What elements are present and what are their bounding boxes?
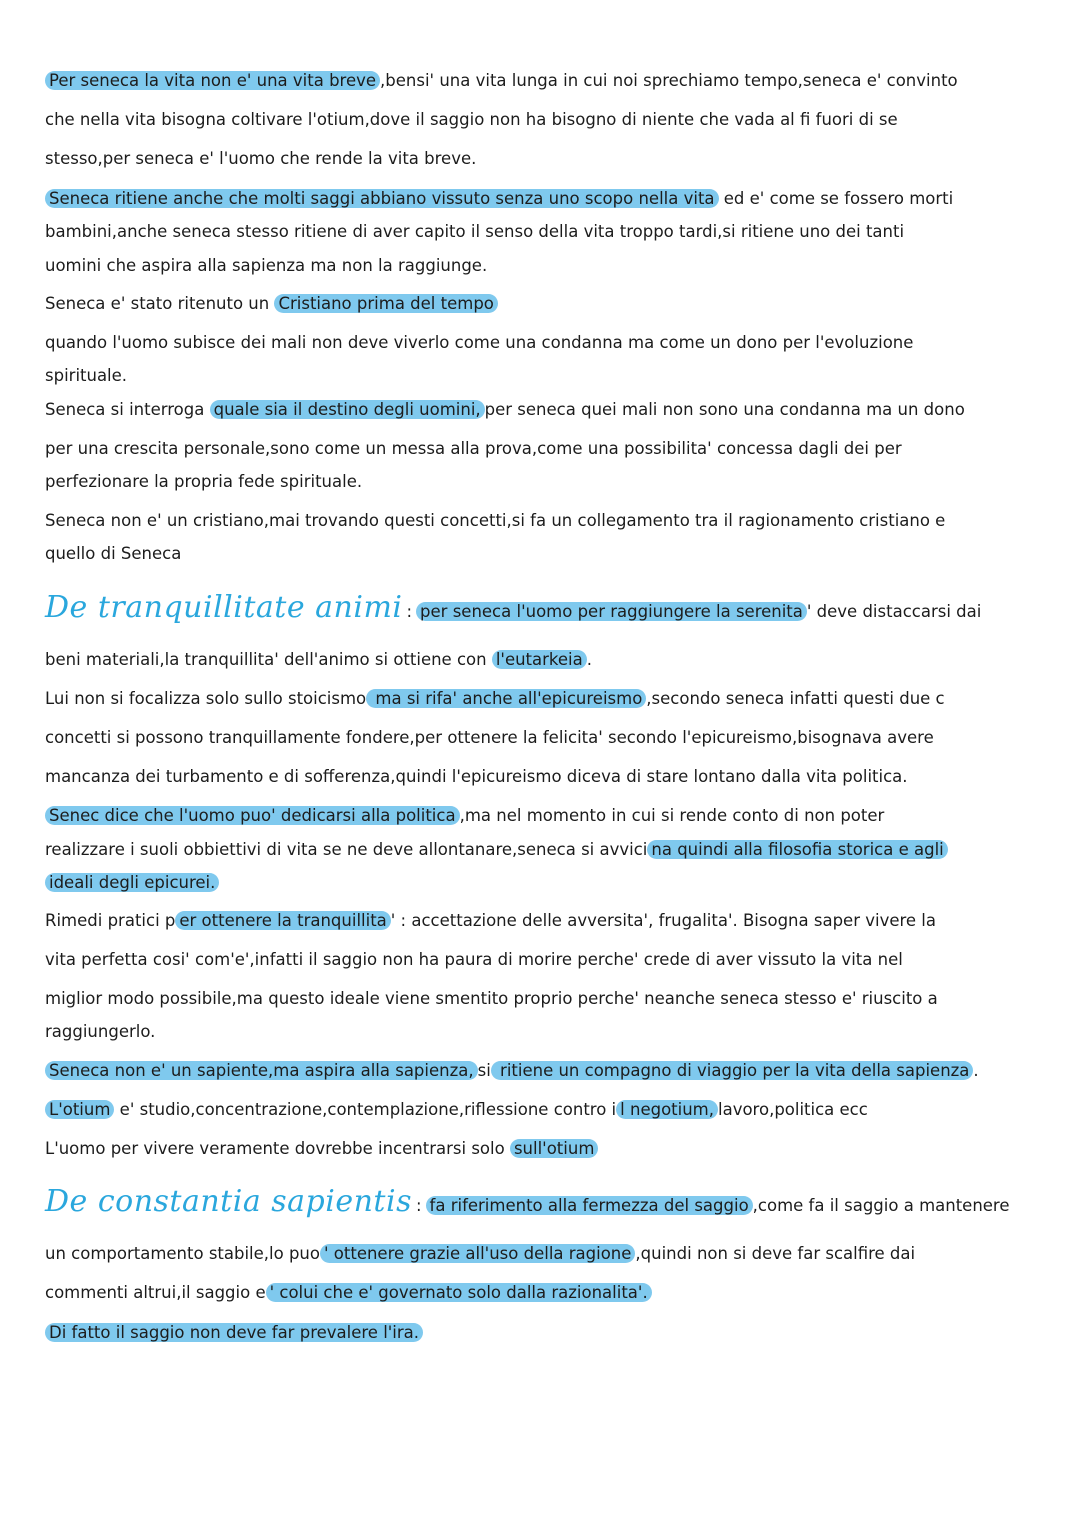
section-title: De tranquillitate animi bbox=[45, 590, 403, 625]
highlight: per seneca l'uomo per raggiungere la serenita bbox=[416, 602, 807, 621]
text-line bbox=[45, 870, 219, 896]
highlight: Di fatto il saggio non deve far prevalere l'ira. bbox=[45, 1323, 423, 1342]
highlight: Seneca ritiene anche che molti saggi abbiano vissuto senza uno scopo nella vita bbox=[45, 189, 719, 208]
text-line: concetti si possono tranquillamente fondere,per ottenere la felicita' secondo l'epicureismo,bisognava avere bbox=[45, 728, 934, 747]
text-line: perfezionare la propria fede spirituale. bbox=[45, 472, 363, 491]
highlight: ritiene un compagno di viaggio per la vita della sapienza bbox=[491, 1061, 974, 1080]
text-line: L'uomo per vivere veramente dovrebbe incentrarsi solo sull'otium bbox=[45, 1136, 598, 1162]
text-line: miglior modo possibile,ma questo ideale viene smentito proprio perche' neanche seneca stesso e' riuscito a bbox=[45, 989, 938, 1008]
highlight: ideali degli epicurei. bbox=[45, 873, 219, 892]
text-line: beni materiali,la tranquillita' dell'animo si ottiene con l'eutarkeia . bbox=[45, 650, 592, 669]
highlight: na quindi alla filosofia storica e agli bbox=[647, 840, 947, 859]
text-line: Seneca non e' un sapiente,ma aspira alla sapienza, si ritiene un compagno di viaggio per la vita della sapienza . bbox=[45, 1058, 979, 1084]
text-line: mancanza dei turbamento e di sofferenza,quindi l'epicureismo diceva di stare lontano dalla vita politica. bbox=[45, 767, 908, 786]
highlight: l negotium, bbox=[616, 1100, 718, 1119]
text-line: spirituale. bbox=[45, 366, 128, 385]
highlight: sull'otium bbox=[510, 1139, 598, 1158]
text-line: bambini,anche seneca stesso ritiene di aver capito il senso della vita troppo tardi,si ritiene uno dei tanti bbox=[45, 222, 905, 241]
highlight: l'eutarkeia bbox=[492, 650, 587, 669]
text-line: quando l'uomo subisce dei mali non deve viverlo come una condanna ma come un dono per l'evoluzione bbox=[45, 333, 914, 352]
text-line: Rimedi pratici p er ottenere la tranquillita ' : accettazione delle avversita', frugalita'. Bisogna saper vivere la bbox=[45, 911, 936, 930]
section-heading-line: De constantia sapientis : fa riferimento alla fermezza del saggio ,come fa il saggio a mantenere bbox=[45, 1184, 1010, 1219]
highlight: L'otium bbox=[45, 1100, 114, 1119]
text-line: Seneca non e' un cristiano,mai trovando questi concetti,si fa un collegamento tra il ragionamento cristiano e bbox=[45, 511, 946, 530]
text-line: L'otium e' studio,concentrazione,contemplazione,riflessione contro i l negotium, lavoro,politica ecc bbox=[45, 1097, 868, 1123]
highlight: Senec dice che l'uomo puo' dedicarsi alla politica bbox=[45, 806, 460, 825]
highlight: er ottenere la tranquillita bbox=[175, 911, 390, 930]
text-line: quello di Seneca bbox=[45, 544, 182, 563]
text-line: Seneca si interroga quale sia il destino degli uomini, per seneca quei mali non sono una condanna ma un dono bbox=[45, 400, 965, 419]
highlight: ' ottenere grazie all'uso della ragione bbox=[320, 1244, 635, 1263]
highlight: Cristiano prima del tempo bbox=[274, 294, 497, 313]
text-line: Lui non si focalizza solo sullo stoicismo ma si rifa' anche all'epicureismo ,secondo seneca infatti questi due c bbox=[45, 689, 945, 708]
text-line: realizzare i suoli obbiettivi di vita se ne deve allontanare,seneca si avvici na quindi alla filosofia storica e agli bbox=[45, 837, 948, 863]
text-line: commenti altrui,il saggio e ' colui che e' governato solo dalla razionalita'. bbox=[45, 1280, 652, 1306]
text-line: un comportamento stabile,lo puo ' ottenere grazie all'uso della ragione ,quindi non si deve far scalfire dai bbox=[45, 1244, 916, 1263]
text-line: Senec dice che l'uomo puo' dedicarsi alla politica ,ma nel momento in cui si rende conto di non poter bbox=[45, 803, 884, 829]
text-line bbox=[45, 1320, 423, 1346]
text-line: per una crescita personale,sono come un messa alla prova,come una possibilita' concessa dagli dei per bbox=[45, 439, 902, 458]
section-heading-line: De tranquillitate animi : per seneca l'uomo per raggiungere la serenita ' deve distaccarsi dai bbox=[45, 590, 982, 625]
text-line: vita perfetta cosi' com'e',infatti il saggio non ha paura di morire perche' crede di aver vissuto la vita nel bbox=[45, 950, 903, 969]
text-line: stesso,per seneca e' l'uomo che rende la vita breve. bbox=[45, 149, 477, 168]
text-line: uomini che aspira alla sapienza ma non la raggiunge. bbox=[45, 256, 488, 275]
text-line: Seneca e' stato ritenuto un Cristiano prima del tempo bbox=[45, 291, 498, 317]
text-line: raggiungerlo. bbox=[45, 1022, 156, 1041]
section-title: De constantia sapientis bbox=[45, 1184, 412, 1219]
text-line: Seneca ritiene anche che molti saggi abbiano vissuto senza uno scopo nella vita ed e' come se fossero morti bbox=[45, 186, 953, 212]
highlight: fa riferimento alla fermezza del saggio bbox=[426, 1196, 753, 1215]
highlight: ma si rifa' anche all'epicureismo bbox=[366, 689, 646, 708]
highlight: quale sia il destino degli uomini, bbox=[210, 400, 485, 419]
text-line: Per seneca la vita non e' una vita breve ,bensi' una vita lunga in cui noi sprechiamo tempo,seneca e' convinto bbox=[45, 68, 958, 94]
text-line: che nella vita bisogna coltivare l'otium,dove il saggio non ha bisogno di niente che vada al fi fuori di se bbox=[45, 110, 898, 129]
highlight: Per seneca la vita non e' una vita breve bbox=[45, 71, 380, 90]
highlight: Seneca non e' un sapiente,ma aspira alla sapienza, bbox=[45, 1061, 478, 1080]
highlight: ' colui che e' governato solo dalla razionalita'. bbox=[266, 1283, 652, 1302]
